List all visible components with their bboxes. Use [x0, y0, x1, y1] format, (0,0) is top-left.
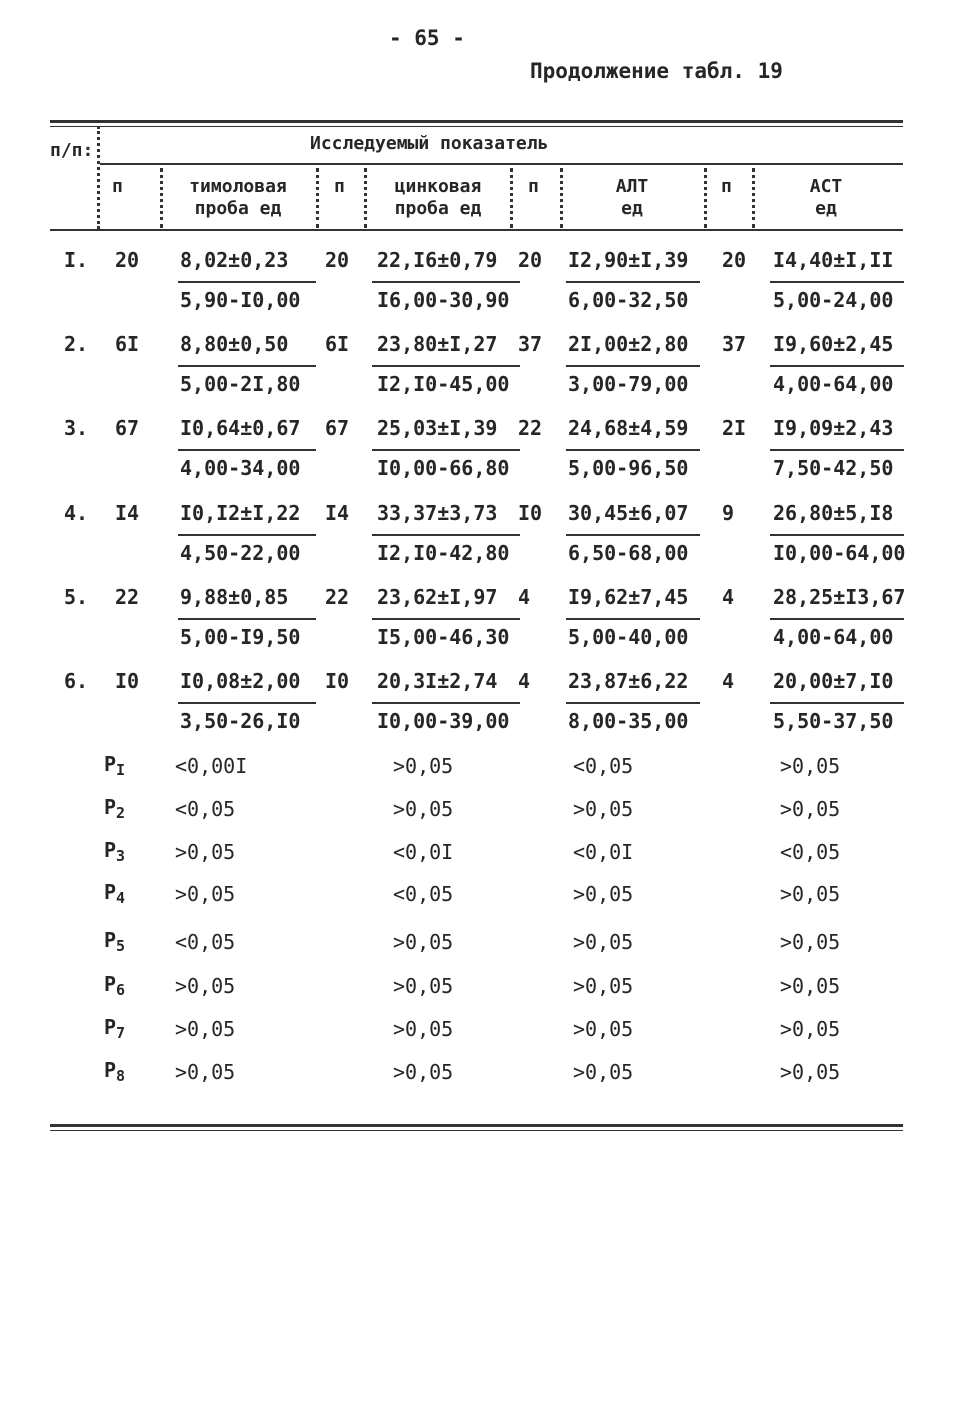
column-header-ast: АСТ ед	[809, 176, 843, 219]
mean-value: 9,88±0,85	[180, 585, 289, 609]
p-value: >0,05	[573, 1017, 634, 1041]
fraction-rule	[372, 281, 520, 283]
n-value: I0	[115, 669, 140, 693]
mean-value: 8,80±0,50	[180, 332, 289, 356]
range-value: I0,00-39,00	[377, 709, 510, 733]
column-separator	[510, 168, 513, 228]
n-value: 20	[518, 248, 543, 272]
column-header-thymol: тимоловая проба ед	[189, 176, 287, 219]
p-value: <0,05	[393, 882, 454, 906]
p-value: >0,05	[780, 974, 841, 998]
mean-value: I0,64±0,67	[180, 416, 301, 440]
fraction-rule	[178, 281, 316, 283]
n-value: 4	[722, 585, 735, 609]
p-label-subscript: 3	[116, 847, 126, 865]
n-value: 4	[722, 669, 735, 693]
p-label-subscript: I	[116, 761, 126, 779]
row-number-header: п/п:	[50, 140, 94, 161]
p-value: <0,05	[573, 754, 634, 778]
mean-value: I0,I2±I,22	[180, 501, 301, 525]
p-label	[104, 795, 126, 822]
n-value: 6I	[325, 332, 350, 356]
n-value: 67	[115, 416, 140, 440]
p-value: >0,05	[175, 1017, 236, 1041]
row-number: 6.	[64, 669, 89, 693]
p-label-subscript: 4	[116, 889, 126, 907]
column-separator	[560, 168, 563, 228]
p-value: >0,05	[393, 1017, 454, 1041]
group-header-rule	[100, 163, 903, 165]
p-label-base: P	[104, 1015, 117, 1039]
mean-value: 22,I6±0,79	[377, 248, 498, 272]
table-bottom-rule	[50, 1124, 903, 1127]
range-value: 7,50-42,50	[773, 456, 894, 480]
mean-value: I4,40±I,II	[773, 248, 894, 272]
p-label	[104, 838, 126, 865]
column-header-alt: АЛТ ед	[615, 176, 649, 219]
range-value: I0,00-64,00	[773, 541, 906, 565]
n-value: I0	[325, 669, 350, 693]
mean-value: 25,03±I,39	[377, 416, 498, 440]
p-value: >0,05	[780, 882, 841, 906]
range-value: 5,50-37,50	[773, 709, 894, 733]
range-value: I0,00-66,80	[377, 456, 510, 480]
p-label-base: P	[104, 972, 117, 996]
fraction-rule	[178, 365, 316, 367]
mean-value: I2,90±I,39	[568, 248, 689, 272]
header-bottom-rule	[50, 229, 903, 231]
p-value: >0,05	[393, 930, 454, 954]
mean-value: 30,45±6,07	[568, 501, 689, 525]
p-label-subscript: 8	[116, 1067, 126, 1085]
fraction-rule	[770, 365, 904, 367]
column-separator	[752, 168, 755, 228]
range-value: 4,00-34,00	[180, 456, 301, 480]
p-value: >0,05	[393, 1060, 454, 1084]
table-top-rule-inner	[50, 126, 903, 127]
p-value: <0,00I	[175, 754, 248, 778]
p-label-base: P	[104, 752, 117, 776]
p-value: <0,05	[175, 930, 236, 954]
group-header: Исследуемый показатель	[310, 133, 549, 154]
fraction-rule	[566, 449, 700, 451]
fraction-rule	[770, 281, 904, 283]
p-value: >0,05	[175, 974, 236, 998]
n-value: 20	[325, 248, 350, 272]
n-header: п	[721, 176, 732, 197]
fraction-rule	[178, 449, 316, 451]
n-value: 9	[722, 501, 735, 525]
p-value: <0,05	[175, 797, 236, 821]
fraction-rule	[566, 702, 700, 704]
row-number: I.	[64, 248, 89, 272]
p-label	[104, 1015, 126, 1042]
mean-value: 23,62±I,97	[377, 585, 498, 609]
n-value: 22	[115, 585, 140, 609]
p-value: >0,05	[780, 754, 841, 778]
range-value: I6,00-30,90	[377, 288, 510, 312]
mean-value: 33,37±3,73	[377, 501, 498, 525]
fraction-rule	[372, 534, 520, 536]
n-header: п	[334, 176, 345, 197]
fraction-rule	[372, 449, 520, 451]
fraction-rule	[770, 702, 904, 704]
p-value: >0,05	[175, 882, 236, 906]
fraction-rule	[770, 449, 904, 451]
range-value: 5,00-96,50	[568, 456, 689, 480]
n-value: 67	[325, 416, 350, 440]
fraction-rule	[566, 618, 700, 620]
mean-value: 26,80±5,I8	[773, 501, 894, 525]
p-value: >0,05	[393, 754, 454, 778]
n-value: 20	[722, 248, 747, 272]
p-label-base: P	[104, 880, 117, 904]
p-label-subscript: 7	[116, 1024, 126, 1042]
n-value: 37	[722, 332, 747, 356]
n-value: 37	[518, 332, 543, 356]
mean-value: I9,60±2,45	[773, 332, 894, 356]
range-value: 5,00-40,00	[568, 625, 689, 649]
n-value: 20	[115, 248, 140, 272]
column-separator	[160, 168, 163, 228]
p-value: <0,05	[780, 840, 841, 864]
range-value: 6,50-68,00	[568, 541, 689, 565]
range-value: 6,00-32,50	[568, 288, 689, 312]
column-separator	[316, 168, 319, 228]
n-value: 22	[325, 585, 350, 609]
p-label	[104, 880, 126, 907]
mean-value: I9,62±7,45	[568, 585, 689, 609]
range-value: 4,00-64,00	[773, 372, 894, 396]
column-separator	[364, 168, 367, 228]
n-value: 6I	[115, 332, 140, 356]
fraction-rule	[372, 702, 520, 704]
fraction-rule	[372, 618, 520, 620]
n-value: I4	[115, 501, 140, 525]
p-label-subscript: 2	[116, 804, 126, 822]
range-value: I2,I0-45,00	[377, 372, 510, 396]
p-value: >0,05	[573, 930, 634, 954]
n-value: I4	[325, 501, 350, 525]
p-value: <0,0I	[393, 840, 454, 864]
range-value: I2,I0-42,80	[377, 541, 510, 565]
column-separator	[704, 168, 707, 228]
n-value: 22	[518, 416, 543, 440]
p-value: <0,0I	[573, 840, 634, 864]
p-value: >0,05	[573, 797, 634, 821]
p-value: >0,05	[780, 930, 841, 954]
p-label-base: P	[104, 795, 117, 819]
fraction-rule	[178, 618, 316, 620]
column-separator	[97, 126, 100, 229]
range-value: 5,00-2I,80	[180, 372, 301, 396]
n-value: 2I	[722, 416, 747, 440]
mean-value: I9,09±2,43	[773, 416, 894, 440]
row-number: 3.	[64, 416, 89, 440]
mean-value: I0,08±2,00	[180, 669, 301, 693]
range-value: 4,50-22,00	[180, 541, 301, 565]
fraction-rule	[372, 365, 520, 367]
fraction-rule	[178, 534, 316, 536]
mean-value: 28,25±I3,67	[773, 585, 906, 609]
range-value: I5,00-46,30	[377, 625, 510, 649]
range-value: 5,00-I9,50	[180, 625, 301, 649]
p-label-subscript: 5	[116, 937, 126, 955]
p-value: >0,05	[573, 974, 634, 998]
mean-value: 20,00±7,I0	[773, 669, 894, 693]
p-label	[104, 928, 126, 955]
range-value: 5,00-24,00	[773, 288, 894, 312]
row-number: 5.	[64, 585, 89, 609]
n-value: 4	[518, 585, 531, 609]
p-label-base: P	[104, 928, 117, 952]
p-label-base: P	[104, 1058, 117, 1082]
range-value: 3,50-26,I0	[180, 709, 301, 733]
mean-value: 2I,00±2,80	[568, 332, 689, 356]
fraction-rule	[566, 281, 700, 283]
fraction-rule	[770, 534, 904, 536]
p-label	[104, 752, 126, 779]
table-continuation-caption: Продолжение табл. 19	[530, 59, 783, 83]
row-number: 2.	[64, 332, 89, 356]
p-label	[104, 972, 126, 999]
p-value: >0,05	[175, 840, 236, 864]
p-value: >0,05	[573, 882, 634, 906]
p-label-subscript: 6	[116, 981, 126, 999]
fraction-rule	[566, 365, 700, 367]
page-number: - 65 -	[389, 26, 465, 50]
mean-value: 23,87±6,22	[568, 669, 689, 693]
fraction-rule	[566, 534, 700, 536]
table-bottom-rule-inner	[50, 1130, 903, 1131]
p-label	[104, 1058, 126, 1085]
fraction-rule	[178, 702, 316, 704]
n-header: п	[112, 176, 123, 197]
p-value: >0,05	[780, 797, 841, 821]
p-label-base: P	[104, 838, 117, 862]
range-value: 3,00-79,00	[568, 372, 689, 396]
range-value: 4,00-64,00	[773, 625, 894, 649]
p-value: >0,05	[175, 1060, 236, 1084]
p-value: >0,05	[780, 1060, 841, 1084]
mean-value: 23,80±I,27	[377, 332, 498, 356]
p-value: >0,05	[573, 1060, 634, 1084]
fraction-rule	[770, 618, 904, 620]
mean-value: 20,3I±2,74	[377, 669, 498, 693]
row-number: 4.	[64, 501, 89, 525]
range-value: 8,00-35,00	[568, 709, 689, 733]
table-top-rule	[50, 120, 903, 123]
mean-value: 8,02±0,23	[180, 248, 289, 272]
column-header-zinc: цинковая проба ед	[394, 176, 482, 219]
n-value: I0	[518, 501, 543, 525]
mean-value: 24,68±4,59	[568, 416, 689, 440]
range-value: 5,90-I0,00	[180, 288, 301, 312]
p-value: >0,05	[393, 974, 454, 998]
n-value: 4	[518, 669, 531, 693]
p-value: >0,05	[393, 797, 454, 821]
n-header: п	[528, 176, 539, 197]
p-value: >0,05	[780, 1017, 841, 1041]
